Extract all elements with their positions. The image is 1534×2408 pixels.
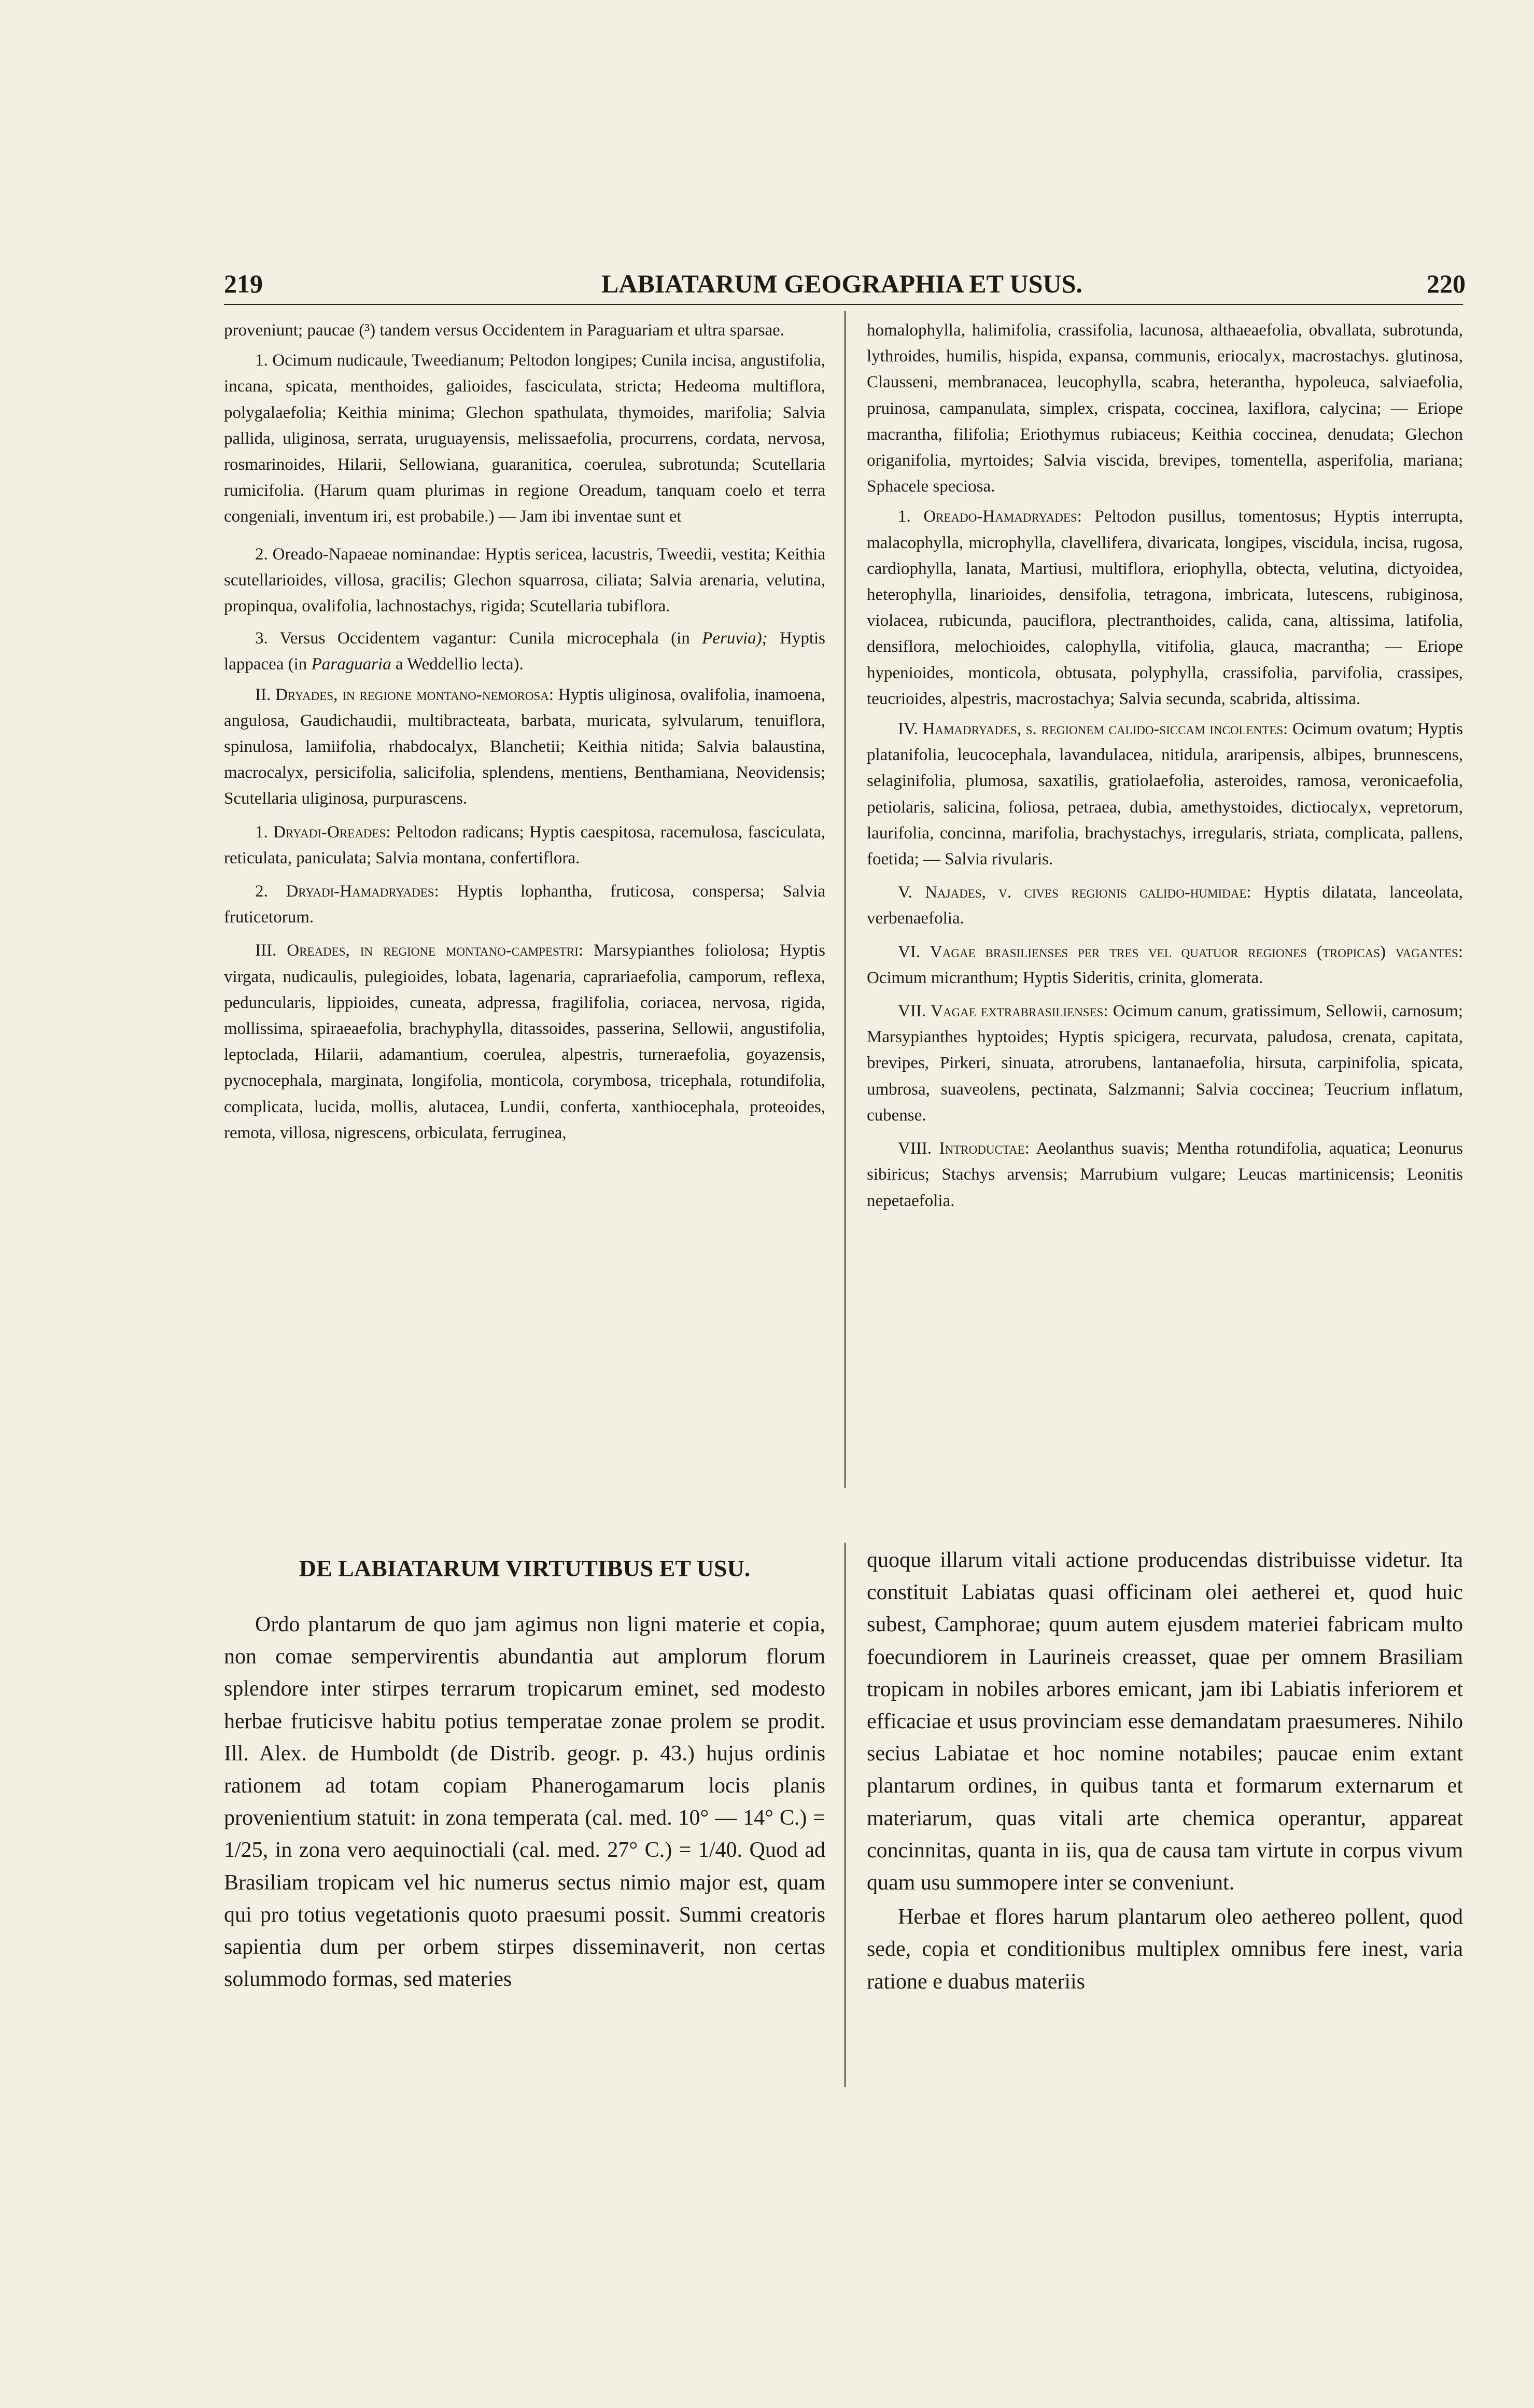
left-paragraph-1: 1. Ocimum nudicaule, Tweedianum; Peltodon longipes; Cunila incisa, angustifolia, incana, spicata, menthoides, galioides, fasciculata, stricta; Hedeoma multiflora, polygalaefolia; Keithia minima; Glechon spathulata, thymoides, marifolia; Salvia pallida, uliginosa, serrata, uruguayensis, melissaefolia, procurrens, cordata, nervosa, rosmarinoides, Hilarii, Sellowiana, guaranitica, coerulea, subrotunda; Scutellaria rumicifolia. (Harum quam plurimas in regione Oreadum, tanquam coelo et terra congeniali, inventum iri, est probabile.) — Jam ibi inventae sunt et (224, 351, 825, 526)
running-title: LABIATARUM GEOGRAPHIA ET USUS. (601, 269, 1082, 298)
left-paragraph-4: II. Dryades, in regione montano-nemorosa: Hyptis uliginosa, ovalifolia, inamoena, angulosa, Gaudichaudii, multibracteata, barbata, muricata, sylvularum, tenuiflora, spinulosa, lamiifolia, rhabdocalyx, Blanchetii; Keithia nitida; Salvia balaustina, macrocalyx, persicifolia, salicifolia, splendens, mentiens, Benthamiana, Neovidensis; Scutellaria uliginosa, purpurascens. (224, 685, 825, 808)
section-left-column (224, 1608, 825, 1995)
right-paragraph-4: VI. Vagae brasilienses per tres vel quatuor regiones (tropicas) vagantes: Ocimum micranthum; Hyptis Sideritis, crinita, glomerata. (867, 942, 1463, 987)
left-paragraph-7: III. Oreades, in regione montano-campestri: Marsypianthes foliolosa; Hyptis virgata, nudicaulis, pulegioides, lobata, lagenaria, caprariaefolia, camporum, reflexa, peduncularis, lippioides, cuneata, adpressa, fragilifolia, coriacea, nervosa, rigida, mollissima, spiraeaefolia, brachyphylla, ditassoides, passerina, Sellowii, angustifolia, leptoclada, Hilarii, adamantium, coerulea, alpestris, turneraefolia, goyazensis, pycnocephala, marginata, longifolia, monticola, corymbosa, tricephala, rotundifolia, complicata, lucida, mollis, alutacea, Lundii, conferta, xanthiocephala, proteoides, remota, villosa, nigrescens, orbiculata, ferruginea, (224, 941, 826, 1142)
left-paragraph-2: 2. Oreado-Napaeae nominandae: Hyptis sericea, lacustris, Tweedii, vestita; Keithia scutellarioides, villosa, gracilis; Glechon squarrosa, ciliata; Salvia arenaria, velutina, propinqua, ovalifolia, lachnostachys, rigida; Scutellaria tubiflora. (224, 544, 825, 616)
right-paragraph-6: VIII. Introductae: Aeolanthus suavis; Mentha rotundifolia, aquatica; Leonurus sibiricus; Stachys arvensis; Marrubium vulgare; Leucas martinicensis; Leonitis nepetaefolia. (867, 1139, 1463, 1210)
right-paragraph-2: IV. Hamadryades, s. regionem calido-siccam incolentes: Ocimum ovatum; Hyptis platanifolia, leucocephala, lavandulacea, nitidula, araripensis, albipes, brunnescens, selaginifolia, plumosa, saxatilis, gratiolaefolia, asteroides, ramosa, veronicaefolia, petiolaris, salicina, foliosa, petraea, dubia, amethystoides, dictiocalyx, vepretorum, laurifolia, concinna, marifolia, brachystachys, irregularis, striata, complicata, pallens, foetida; — Salvia rivularis. (867, 720, 1463, 869)
left-paragraph-3: 3. Versus Occidentem vagantur: Cunila microcephala (in Peruvia); Hyptis lappacea (in Paraguaria a Weddellio lecta). (224, 629, 826, 674)
section-right-paragraph-2: Herbae et flores harum plantarum oleo aethereo pollent, quod sede, copia et conditionibus multiplex omnibus fere inest, varia ratione e duabus materiis (867, 1905, 1463, 1994)
right-paragraph-5: VII. Vagae extrabrasilienses: Ocimum canum, gratissimum, Sellowii, carnosum; Marsypianthes hyptoides; Hyptis spicigera, recurvata, paludosa, crenata, capitata, brevipes, Pirkeri, sinuata, atrorubens, lantanaefolia, hirsuta, carpinifolia, spicata, umbrosa, suaveolens, pectinata, Salzmanni; Salvia coccinea; Teucrium inflatum, cubense. (867, 1002, 1463, 1125)
column-divider-bottom (844, 1543, 846, 2087)
column-divider-top (844, 311, 846, 1488)
section-right-column (867, 1544, 1463, 1998)
header-rule (224, 304, 1463, 305)
right-paragraph-1: 1. Oreado-Hamadryades: Peltodon pusillus, tomentosus; Hyptis interrupta, malacophylla, microphylla, clavellifera, divaricata, longipes, viscidula, incisa, rugosa, cardiophylla, lanata, Martiusi, multiflora, eriophylla, obtecta, velutina, dictyoidea, heterophylla, linarioides, densifolia, tetragona, imbricata, lutescens, rubiginosa, violacea, rubicunda, pauciflora, plectranthoides, calida, cana, altissima, latifolia, densiflora, melochioides, calophylla, vitifolia, glauca, macrantha; — Eriope hypenioides, monticola, obtusata, polyphylla, crassifolia, parvifolia, crassipes, teucrioides, alpestris, macrostachya; Salvia secunda, scabrida, altissima. (867, 507, 1463, 708)
right-paragraph-0: homalophylla, halimifolia, crassifolia, lacunosa, althaeaefolia, obvallata, subrotunda, lythroides, humilis, hispida, expansa, communis, eriocalyx, macrostachys. glutinosa, Clausseni, membranacea, leucophylla, scabra, heterantha, hypoleuca, salviaefolia, pruinosa, campanulata, simplex, crispata, coccinea, laxiflora, calycina; — Eriope macrantha, filifolia; Eriothymus rubiaceus; Keithia coccinea, denudata; Glechon origanifolia, myrtoides; Salvia viscida, brevipes, tomentella, asperifolia, mariana; Sphacele speciosa. (867, 321, 1463, 496)
section-right-paragraph-1: quoque illarum vitali actione producendas distribuisse videtur. Ita constituit Labiatas quasi officinam olei aetherei et, quod huic subest, Camphorae; quum autem ejusdem materiei fabricam multo foecundiorem in Laurineis creasset, quae per omnem Brasiliam tropicam in nobiles arbores emicant, jam ibi Labiatis inferiorem et efficaciae et usus provinciam esse demandatam praesumeres. Nihilo secius Labiatae et hoc nomine notabiles; paucae enim extant plantarum ordines, in quibus tanta et formarum externarum et materiarum, quas vitali arte chemica operantur, appareat concinnitas, quanta in iis, qua de causa tam virtute in corpus vivum quam usu summopere inter se conveniunt. (867, 1548, 1463, 1895)
section-title: DE LABIATARUM VIRTUTIBUS ET USU. (299, 1555, 751, 1581)
section-left-paragraph: Ordo plantarum de quo jam agimus non ligni materie et copia, non comae sempervirentis abundantia aut amplorum florum splendore inter stirpes terrarum tropicarum eminet, sed modesto herbae fruticisve habitu potius temperatae zonae prolem se prodit. Ill. Alex. de Humboldt (de Distrib. geogr. p. 43.) hujus ordinis rationem ad totam copiam Phanerogamarum locis planis provenientium statuit: in zona temperata (cal. med. 10° — 14° C.) = 1/25, in zona vero aequinoctiali (cal. med. 27° C.) = 1/40. Quod ad Brasiliam tropicam vel hic numerus sectus nimio major est, quam qui pro totius vegetationis quoto praesumi possit. Summi creatoris sapientia dum per orbem stirpes disseminaverit, non certas solummodo formas, sed materies (224, 1613, 825, 1992)
left-paragraph-6: 2. Dryadi-Hamadryades: Hyptis lophantha, fruticosa, conspersa; Salvia fruticetorum. (224, 882, 826, 927)
right-column (867, 317, 1463, 1214)
page-number-right: 220 (1427, 269, 1466, 298)
page-number-left: 219 (224, 269, 263, 298)
right-paragraph-3: V. Najades, v. cives regionis calido-humidae: Hyptis dilatata, lanceolata, verbenaefolia. (867, 883, 1463, 928)
left-column (224, 317, 825, 1146)
left-paragraph-0: proveniunt; paucae (³) tandem versus Occidentem in Paraguariam et ultra sparsae. (224, 321, 785, 340)
left-paragraph-5: 1. Dryadi-Oreades: Peltodon radicans; Hyptis caespitosa, racemulosa, fasciculata, reticulata, paniculata; Salvia montana, confertiflora. (224, 822, 825, 867)
